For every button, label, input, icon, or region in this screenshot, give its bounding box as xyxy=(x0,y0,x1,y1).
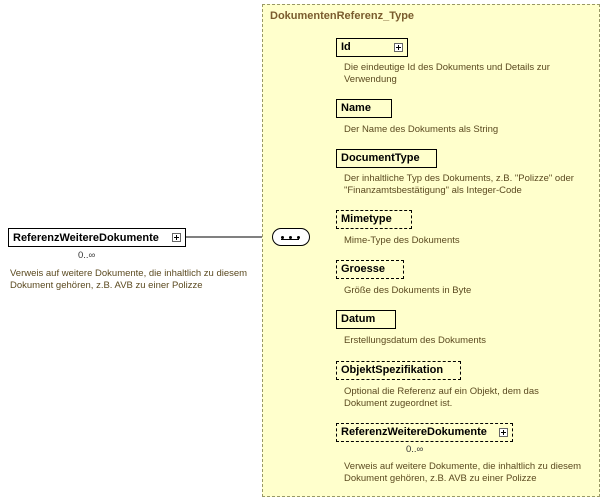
element-annotation-groesse: Größe des Dokuments in Byte xyxy=(344,285,472,296)
element-label: Id xyxy=(341,41,351,53)
element-box-mimetype[interactable] xyxy=(336,210,412,229)
element-box-referenzweiteredokumente[interactable] xyxy=(336,423,513,442)
element-annotation-documenttype: Der inhaltliche Typ des Dokuments, z.B. "Polizze" oder "Finanzamtsbestätigung" als Integer-Code xyxy=(344,173,574,196)
element-box-name[interactable] xyxy=(336,99,392,118)
expand-plus-icon[interactable] xyxy=(394,43,403,52)
element-annotation-id: Die eindeutige Id des Dokuments und Details zur Verwendung xyxy=(344,62,550,85)
sequence-compositor-icon[interactable] xyxy=(272,228,310,246)
element-label: Name xyxy=(341,102,371,114)
expand-plus-icon[interactable] xyxy=(172,233,181,242)
type-group-title: DokumentenReferenz_Type xyxy=(270,10,415,22)
root-cardinality: 0..∞ xyxy=(78,250,96,261)
element-annotation-referenzweiteredokumente: Verweis auf weitere Dokumente, die inhaltlich zu diesem Dokument gehören, z.B. AVB zu einer Polizze xyxy=(344,461,582,484)
element-box-documenttype[interactable] xyxy=(336,149,437,168)
root-element-box[interactable] xyxy=(8,228,186,247)
element-label: DocumentType xyxy=(341,152,420,164)
element-label: ReferenzWeitereDokumente xyxy=(341,426,487,438)
element-annotation-datum: Erstellungsdatum des Dokuments xyxy=(344,335,487,346)
element-annotation-name: Der Name des Dokuments als String xyxy=(344,124,499,135)
element-annotation-objektspezifikation: Optional die Referenz auf ein Objekt, dem das Dokument zugeordnet ist. xyxy=(344,386,539,409)
element-label: Mimetype xyxy=(341,213,392,225)
root-annotation: Verweis auf weitere Dokumente, die inhaltlich zu diesem Dokument gehören, z.B. AVB zu einer Polizze xyxy=(10,268,248,291)
root-element-label: ReferenzWeitereDokumente xyxy=(13,231,159,244)
element-box-objektspezifikation[interactable] xyxy=(336,361,461,380)
expand-plus-icon[interactable] xyxy=(499,428,508,437)
element-box-groesse[interactable] xyxy=(336,260,404,279)
element-cardinality: 0..∞ xyxy=(406,444,424,455)
element-annotation-mimetype: Mime-Type des Dokuments xyxy=(344,235,460,246)
element-box-id[interactable] xyxy=(336,38,408,57)
element-label: ObjektSpezifikation xyxy=(341,364,444,376)
element-label: Datum xyxy=(341,313,376,325)
element-label: Groesse xyxy=(341,263,386,275)
element-box-datum[interactable] xyxy=(336,310,396,329)
